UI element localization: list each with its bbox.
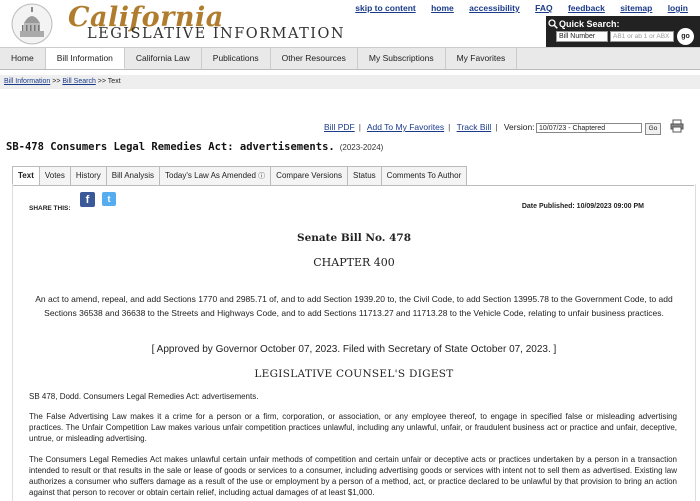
bill-pdf-link[interactable]: Bill PDF bbox=[324, 122, 355, 132]
digest-paragraph-1: SB 478, Dodd. Consumers Legal Remedies Act: advertisements. bbox=[29, 392, 259, 401]
breadcrumb-current: Text bbox=[107, 78, 121, 85]
nav-publications[interactable]: Publications bbox=[202, 48, 271, 69]
tab-text[interactable]: Text bbox=[12, 166, 40, 185]
nav-my-subscriptions[interactable]: My Subscriptions bbox=[358, 48, 446, 69]
brand-logo-text[interactable]: California bbox=[68, 2, 224, 33]
date-published: Date Published: 10/09/2023 09:00 PM bbox=[521, 203, 644, 210]
tab-todays-law[interactable] bbox=[159, 166, 271, 185]
share-label: SHARE THIS: bbox=[29, 205, 71, 212]
breadcrumb-bill-search[interactable]: Bill Search bbox=[62, 78, 96, 85]
quick-search-title: Quick Search: bbox=[559, 19, 620, 29]
info-icon: ⓘ bbox=[258, 173, 266, 180]
track-bill-link[interactable]: Track Bill bbox=[456, 122, 492, 132]
site-header bbox=[0, 0, 700, 47]
tab-bill-analysis[interactable]: Bill Analysis bbox=[106, 166, 160, 185]
add-to-favorites-link[interactable]: Add To My Favorites bbox=[366, 122, 445, 132]
main-nav bbox=[0, 47, 700, 70]
digest-paragraph-2: The False Advertising Law makes it a crime for a person or a firm, corporation, or association, or any employee thereof, to engage in specified false or misleading advertising practices. The Unfair Competition Law makes various unfair competition practices unlawful, including any unlawful, unfair, or fraudulent business act or practice and unfair, deceptive, untrue, or misleading advertising. bbox=[29, 412, 677, 443]
faq-link[interactable]: FAQ bbox=[535, 3, 553, 13]
quick-search-go-button[interactable]: go bbox=[677, 28, 694, 45]
quick-search-type-select[interactable]: Bill Number bbox=[556, 31, 608, 42]
accessibility-link[interactable]: accessibility bbox=[469, 3, 520, 13]
skip-to-content-link[interactable]: skip to content bbox=[355, 3, 416, 13]
version-select[interactable]: 10/07/23 - Chaptered bbox=[536, 123, 642, 133]
nav-other-resources[interactable]: Other Resources bbox=[271, 48, 358, 69]
quick-search-input[interactable]: AB1 or ab 1 or ABX bbox=[610, 31, 674, 42]
print-icon[interactable] bbox=[670, 119, 684, 133]
digest-heading: LEGISLATIVE COUNSEL'S DIGEST bbox=[254, 368, 454, 380]
approval-status: [ Approved by Governor October 07, 2023. Filed with Secretary of State October 07, 2023. ] bbox=[151, 344, 557, 355]
bill-title-text: SB-478 Consumers Legal Remedies Act: advertisements. bbox=[6, 141, 335, 153]
bill-session: (2023-2024) bbox=[339, 143, 384, 152]
brand-subtitle[interactable]: LEGISLATIVE INFORMATION bbox=[87, 26, 346, 42]
bill-intro: An act to amend, repeal, and add Sections 1770 and 2985.71 of, and to add Section 1939.20 to, the Civil Code, to add Section 13995.78 to the Government Code, to add Sections 36538 and 36638 to the Streets and Highways Code, and to add Sections 11713.27 and 11713.28 to the Vehicle Code, relating to unfair business practices. bbox=[35, 294, 673, 318]
tab-history[interactable]: History bbox=[70, 166, 107, 185]
tab-comments-to-author[interactable]: Comments To Author bbox=[381, 166, 468, 185]
breadcrumb-separator: >> bbox=[95, 78, 108, 85]
nav-home[interactable]: Home bbox=[0, 48, 46, 69]
feedback-link[interactable]: feedback bbox=[567, 3, 605, 13]
tab-todays-law-label: Today's Law As Amended bbox=[165, 171, 256, 180]
digest-paragraph-3: The Consumers Legal Remedies Act makes unlawful certain unfair methods of competition and certain unfair or deceptive acts or practices undertaken by a person in a transaction intended to result or that results in the sale or lease of goods or services to a consumer, including advertising goods or services with intent not to sell them as advertised. Existing law authorizes a consumer who suffers damage as a result of the use or employment by a person of a method, act, or practice declared to be unlawful by that provision to bring an action against that person to recover or obtain certain relief, including actual damages of at least $1,000. bbox=[29, 455, 677, 497]
senate-bill-number: Senate Bill No. 478 bbox=[296, 232, 412, 244]
capitol-dome-icon bbox=[8, 3, 56, 45]
version-go-button[interactable]: Go bbox=[645, 123, 661, 135]
nav-bill-information[interactable]: Bill Information bbox=[46, 48, 125, 69]
nav-california-law[interactable]: California Law bbox=[125, 48, 202, 69]
tab-status[interactable]: Status bbox=[347, 166, 382, 185]
facebook-share-icon[interactable]: f bbox=[80, 192, 95, 207]
bill-tabs bbox=[12, 166, 694, 186]
utility-links bbox=[342, 3, 688, 13]
breadcrumb-separator: >> bbox=[50, 78, 63, 85]
tab-votes[interactable]: Votes bbox=[39, 166, 71, 185]
bill-tools: Bill PDF | Add To My Favorites | Track Bill | Version: bbox=[324, 122, 535, 132]
quick-search-panel bbox=[546, 16, 700, 47]
login-link[interactable]: login bbox=[667, 3, 688, 13]
breadcrumb-bill-information[interactable]: Bill Information bbox=[4, 78, 51, 85]
twitter-share-icon[interactable]: t bbox=[102, 192, 116, 206]
breadcrumb bbox=[0, 75, 700, 89]
bill-title bbox=[6, 141, 383, 153]
bill-text-content bbox=[12, 184, 696, 501]
tab-compare-versions[interactable]: Compare Versions bbox=[270, 166, 348, 185]
sitemap-link[interactable]: sitemap bbox=[620, 3, 653, 13]
nav-my-favorites[interactable]: My Favorites bbox=[446, 48, 518, 69]
version-label: Version: bbox=[503, 122, 535, 132]
home-link[interactable]: home bbox=[431, 3, 454, 13]
search-icon bbox=[548, 19, 558, 29]
chapter-heading: CHAPTER 400 bbox=[313, 256, 395, 269]
